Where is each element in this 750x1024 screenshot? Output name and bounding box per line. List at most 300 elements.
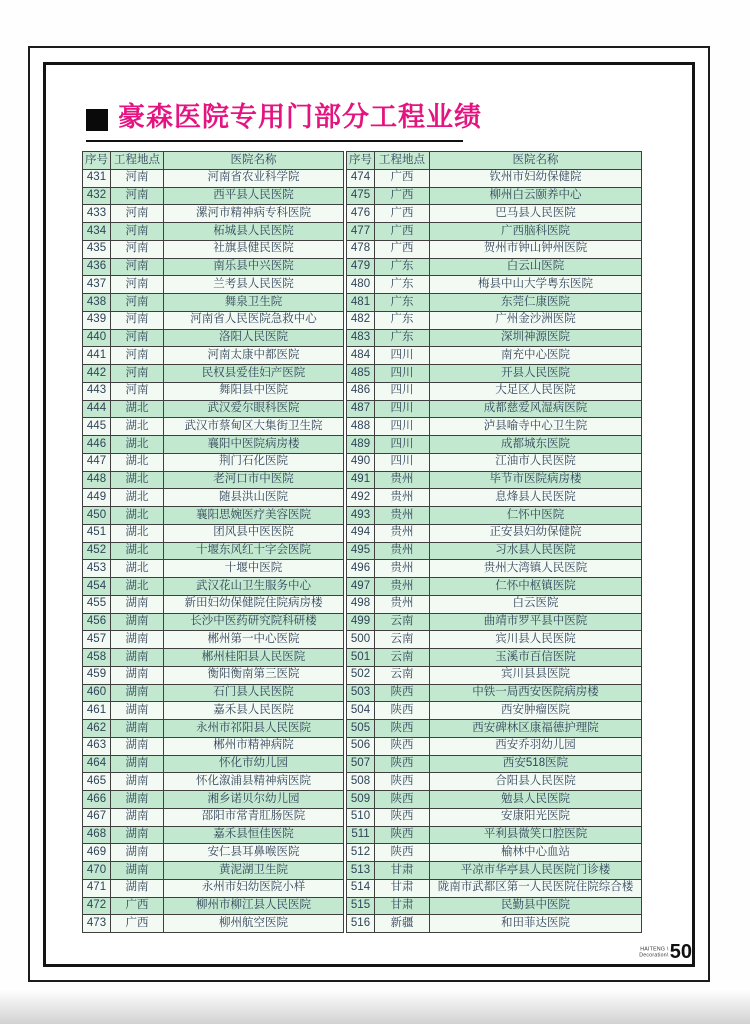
serial-cell: 484 <box>347 347 375 365</box>
location-cell: 河南 <box>111 347 164 365</box>
serial-cell: 466 <box>83 791 111 809</box>
hospital-name-cell: 柳州白云颐养中心 <box>430 187 642 205</box>
serial-cell: 506 <box>347 737 375 755</box>
hospital-name-cell: 平凉市华亭县人民医院门诊楼 <box>430 862 642 880</box>
table-row <box>347 826 642 844</box>
serial-cell: 436 <box>83 258 111 276</box>
location-cell: 陕西 <box>375 702 430 720</box>
table-row <box>83 631 344 649</box>
serial-cell: 459 <box>83 666 111 684</box>
serial-cell: 487 <box>347 400 375 418</box>
serial-cell: 473 <box>83 915 111 933</box>
hospital-name-cell: 衡阳衡南第三医院 <box>164 666 344 684</box>
hospital-name-cell: 柳州市柳江县人民医院 <box>164 897 344 915</box>
location-cell: 河南 <box>111 240 164 258</box>
location-cell: 湖南 <box>111 879 164 897</box>
scan-shadow <box>0 990 750 1024</box>
table-row <box>83 649 344 667</box>
location-cell: 河南 <box>111 365 164 383</box>
serial-cell: 461 <box>83 702 111 720</box>
table-row <box>347 897 642 915</box>
serial-cell: 501 <box>347 649 375 667</box>
location-cell: 云南 <box>375 613 430 631</box>
serial-cell: 495 <box>347 542 375 560</box>
hospital-name-cell: 民权县爱佳妇产医院 <box>164 365 344 383</box>
location-cell: 陕西 <box>375 808 430 826</box>
table-row <box>347 294 642 312</box>
serial-cell: 505 <box>347 720 375 738</box>
table-row <box>83 223 344 241</box>
table-row <box>83 897 344 915</box>
location-cell: 贵州 <box>375 595 430 613</box>
table-row <box>347 187 642 205</box>
serial-cell: 485 <box>347 365 375 383</box>
table-row <box>83 684 344 702</box>
serial-cell: 514 <box>347 879 375 897</box>
serial-cell: 463 <box>83 737 111 755</box>
serial-cell: 457 <box>83 631 111 649</box>
serial-cell: 508 <box>347 773 375 791</box>
table-row <box>347 205 642 223</box>
table-row <box>347 471 642 489</box>
location-cell: 广西 <box>375 169 430 187</box>
serial-cell: 499 <box>347 613 375 631</box>
table-row <box>347 631 642 649</box>
hospital-name-cell: 合阳县人民医院 <box>430 773 642 791</box>
brand-line-2: Decoration\ <box>639 951 669 958</box>
hospital-name-cell: 宾川县县医院 <box>430 666 642 684</box>
hospital-name-cell: 荆门石化医院 <box>164 453 344 471</box>
table-row <box>347 223 642 241</box>
table-row <box>347 773 642 791</box>
serial-cell: 438 <box>83 294 111 312</box>
table-row <box>83 187 344 205</box>
hospital-name-cell: 永州市妇幼医院小样 <box>164 879 344 897</box>
serial-cell: 442 <box>83 365 111 383</box>
location-cell: 河南 <box>111 276 164 294</box>
serial-cell: 481 <box>347 294 375 312</box>
table-row <box>83 702 344 720</box>
location-cell: 广东 <box>375 294 430 312</box>
serial-cell: 479 <box>347 258 375 276</box>
table-row <box>83 311 344 329</box>
hospital-name-cell: 嘉禾县恒佳医院 <box>164 826 344 844</box>
table-row <box>347 808 642 826</box>
location-cell: 湖南 <box>111 826 164 844</box>
hospital-name-cell: 河南太康中都医院 <box>164 347 344 365</box>
hospital-name-cell: 仁怀中枢镇医院 <box>430 578 642 596</box>
table-row <box>347 702 642 720</box>
location-cell: 四川 <box>375 347 430 365</box>
hospital-name-cell: 巴马县人民医院 <box>430 205 642 223</box>
table-row <box>83 347 344 365</box>
hospital-name-cell: 郴州第一中心医院 <box>164 631 344 649</box>
table-header-row <box>347 152 642 170</box>
table-row <box>347 418 642 436</box>
table-row <box>347 879 642 897</box>
serial-cell: 496 <box>347 560 375 578</box>
hospital-name-cell: 勉县人民医院 <box>430 791 642 809</box>
serial-cell: 498 <box>347 595 375 613</box>
serial-cell: 512 <box>347 844 375 862</box>
table-row <box>83 365 344 383</box>
location-cell: 河南 <box>111 329 164 347</box>
hospital-name-cell: 漯河市精神病专科医院 <box>164 205 344 223</box>
serial-cell: 510 <box>347 808 375 826</box>
location-cell: 湖南 <box>111 631 164 649</box>
table-row <box>83 666 344 684</box>
serial-cell: 493 <box>347 507 375 525</box>
location-cell: 贵州 <box>375 471 430 489</box>
table-row <box>83 915 344 933</box>
table-row <box>83 844 344 862</box>
location-cell: 湖南 <box>111 684 164 702</box>
location-cell: 广西 <box>111 897 164 915</box>
hospital-name-cell: 东莞仁康医院 <box>430 294 642 312</box>
serial-cell: 434 <box>83 223 111 241</box>
hospital-name-cell: 成都慈爱风湿病医院 <box>430 400 642 418</box>
location-cell: 广东 <box>375 329 430 347</box>
table-row <box>347 400 642 418</box>
serial-cell: 435 <box>83 240 111 258</box>
location-cell: 河南 <box>111 294 164 312</box>
location-cell: 陕西 <box>375 720 430 738</box>
title-underline <box>86 140 463 142</box>
location-cell: 湖南 <box>111 791 164 809</box>
location-cell: 新疆 <box>375 915 430 933</box>
table-row <box>347 595 642 613</box>
serial-cell: 491 <box>347 471 375 489</box>
location-cell: 四川 <box>375 418 430 436</box>
location-cell: 四川 <box>375 453 430 471</box>
location-cell: 湖北 <box>111 418 164 436</box>
hospital-name-cell: 南乐县中兴医院 <box>164 258 344 276</box>
serial-cell: 477 <box>347 223 375 241</box>
hospital-name-cell: 广西脑科医院 <box>430 223 642 241</box>
hospital-name-cell: 武汉市蔡甸区大集街卫生院 <box>164 418 344 436</box>
serial-cell: 468 <box>83 826 111 844</box>
serial-cell: 511 <box>347 826 375 844</box>
location-cell: 湖北 <box>111 507 164 525</box>
serial-cell: 470 <box>83 862 111 880</box>
table-row <box>83 471 344 489</box>
hospital-name-cell: 贵州大湾镇人民医院 <box>430 560 642 578</box>
table-row <box>83 560 344 578</box>
location-cell: 湖北 <box>111 453 164 471</box>
table-row <box>83 382 344 400</box>
table-row <box>83 276 344 294</box>
hospital-name-cell: 怀化市幼儿园 <box>164 755 344 773</box>
location-cell: 河南 <box>111 223 164 241</box>
table-row <box>83 755 344 773</box>
location-cell: 湖南 <box>111 649 164 667</box>
serial-cell: 497 <box>347 578 375 596</box>
serial-cell: 467 <box>83 808 111 826</box>
hospital-name-cell: 兰考县人民医院 <box>164 276 344 294</box>
serial-cell: 432 <box>83 187 111 205</box>
hospital-name-cell: 武汉爱尔眼科医院 <box>164 400 344 418</box>
location-cell: 湖北 <box>111 400 164 418</box>
hospital-name-cell: 中铁一局西安医院病房楼 <box>430 684 642 702</box>
hospital-name-cell: 郴州市精神病院 <box>164 737 344 755</box>
table-row <box>347 542 642 560</box>
table-row <box>347 560 642 578</box>
serial-cell: 443 <box>83 382 111 400</box>
table-row <box>347 755 642 773</box>
location-cell: 陕西 <box>375 773 430 791</box>
serial-cell: 433 <box>83 205 111 223</box>
serial-cell: 437 <box>83 276 111 294</box>
serial-cell: 448 <box>83 471 111 489</box>
table-row <box>83 595 344 613</box>
table-row <box>347 578 642 596</box>
hospital-name-cell: 梅县中山大学粤东医院 <box>430 276 642 294</box>
hospital-name-cell: 息烽县人民医院 <box>430 489 642 507</box>
column-header: 医院名称 <box>164 152 344 170</box>
location-cell: 广西 <box>375 205 430 223</box>
serial-cell: 507 <box>347 755 375 773</box>
hospital-name-cell: 长沙中医药研究院科研楼 <box>164 613 344 631</box>
column-header: 序号 <box>347 152 375 170</box>
location-cell: 甘肃 <box>375 897 430 915</box>
table-row <box>83 720 344 738</box>
column-header: 序号 <box>83 152 111 170</box>
page-title: 豪森医院专用门部分工程业绩 <box>118 102 482 132</box>
hospital-name-cell: 襄阳思婉医疗美容医院 <box>164 507 344 525</box>
table-row <box>83 418 344 436</box>
hospital-name-cell: 深圳神源医院 <box>430 329 642 347</box>
projects-table-left <box>82 151 344 933</box>
hospital-name-cell: 十堰中医院 <box>164 560 344 578</box>
location-cell: 广西 <box>375 223 430 241</box>
hospital-name-cell: 洛阳人民医院 <box>164 329 344 347</box>
hospital-name-cell: 南充中心医院 <box>430 347 642 365</box>
serial-cell: 513 <box>347 862 375 880</box>
location-cell: 湖南 <box>111 773 164 791</box>
location-cell: 四川 <box>375 400 430 418</box>
location-cell: 湖南 <box>111 808 164 826</box>
serial-cell: 502 <box>347 666 375 684</box>
serial-cell: 486 <box>347 382 375 400</box>
hospital-name-cell: 白云医院 <box>430 595 642 613</box>
hospital-name-cell: 舞阳县中医院 <box>164 382 344 400</box>
projects-table-right <box>346 151 642 933</box>
hospital-name-cell: 广州金沙洲医院 <box>430 311 642 329</box>
serial-cell: 458 <box>83 649 111 667</box>
table-row <box>347 311 642 329</box>
serial-cell: 449 <box>83 489 111 507</box>
location-cell: 湖北 <box>111 560 164 578</box>
hospital-name-cell: 社旗县健民医院 <box>164 240 344 258</box>
serial-cell: 455 <box>83 595 111 613</box>
location-cell: 陕西 <box>375 826 430 844</box>
serial-cell: 494 <box>347 524 375 542</box>
table-row <box>347 489 642 507</box>
serial-cell: 462 <box>83 720 111 738</box>
table-row <box>347 684 642 702</box>
hospital-name-cell: 和田菲达医院 <box>430 915 642 933</box>
location-cell: 湖南 <box>111 862 164 880</box>
location-cell: 陕西 <box>375 737 430 755</box>
location-cell: 湖南 <box>111 737 164 755</box>
hospital-name-cell: 西安518医院 <box>430 755 642 773</box>
location-cell: 湖南 <box>111 666 164 684</box>
table-row <box>347 862 642 880</box>
hospital-name-cell: 榆林中心血站 <box>430 844 642 862</box>
hospital-name-cell: 柳州航空医院 <box>164 915 344 933</box>
serial-cell: 474 <box>347 169 375 187</box>
serial-cell: 483 <box>347 329 375 347</box>
hospital-name-cell: 曲靖市罗平县中医院 <box>430 613 642 631</box>
hospital-name-cell: 团风县中医医院 <box>164 524 344 542</box>
hospital-name-cell: 大足区人民医院 <box>430 382 642 400</box>
page-number: 50 <box>669 941 692 963</box>
location-cell: 湖北 <box>111 542 164 560</box>
serial-cell: 447 <box>83 453 111 471</box>
table-row <box>83 258 344 276</box>
serial-cell: 439 <box>83 311 111 329</box>
serial-cell: 444 <box>83 400 111 418</box>
serial-cell: 476 <box>347 205 375 223</box>
hospital-name-cell: 开县人民医院 <box>430 365 642 383</box>
title-block <box>86 102 482 142</box>
hospital-name-cell: 新田妇幼保健院住院病房楼 <box>164 595 344 613</box>
location-cell: 贵州 <box>375 578 430 596</box>
serial-cell: 465 <box>83 773 111 791</box>
hospital-name-cell: 成都城东医院 <box>430 436 642 454</box>
location-cell: 甘肃 <box>375 862 430 880</box>
location-cell: 河南 <box>111 311 164 329</box>
table-row <box>83 791 344 809</box>
serial-cell: 456 <box>83 613 111 631</box>
serial-cell: 492 <box>347 489 375 507</box>
location-cell: 贵州 <box>375 542 430 560</box>
hospital-name-cell: 西安乔羽幼儿园 <box>430 737 642 755</box>
location-cell: 四川 <box>375 382 430 400</box>
hospital-name-cell: 怀化溆浦县精神病医院 <box>164 773 344 791</box>
table-row <box>347 613 642 631</box>
serial-cell: 489 <box>347 436 375 454</box>
serial-cell: 451 <box>83 524 111 542</box>
hospital-name-cell: 河南省农业科学院 <box>164 169 344 187</box>
table-row <box>83 169 344 187</box>
serial-cell: 516 <box>347 915 375 933</box>
serial-cell: 490 <box>347 453 375 471</box>
hospital-name-cell: 石门县人民医院 <box>164 684 344 702</box>
serial-cell: 464 <box>83 755 111 773</box>
hospital-name-cell: 民勤县中医院 <box>430 897 642 915</box>
table-row <box>347 524 642 542</box>
serial-cell: 450 <box>83 507 111 525</box>
location-cell: 湖南 <box>111 702 164 720</box>
serial-cell: 480 <box>347 276 375 294</box>
hospital-name-cell: 西安碑林区康福德护理院 <box>430 720 642 738</box>
hospital-name-cell: 舞泉卫生院 <box>164 294 344 312</box>
location-cell: 广东 <box>375 276 430 294</box>
hospital-name-cell: 宾川县人民医院 <box>430 631 642 649</box>
serial-cell: 446 <box>83 436 111 454</box>
table-row <box>347 666 642 684</box>
serial-cell: 475 <box>347 187 375 205</box>
hospital-name-cell: 安康阳光医院 <box>430 808 642 826</box>
hospital-name-cell: 郴州桂阳县人民医院 <box>164 649 344 667</box>
serial-cell: 488 <box>347 418 375 436</box>
table-row <box>83 808 344 826</box>
location-cell: 贵州 <box>375 489 430 507</box>
table-row <box>83 240 344 258</box>
table-row <box>83 862 344 880</box>
serial-cell: 445 <box>83 418 111 436</box>
hospital-name-cell: 钦州市妇幼保健院 <box>430 169 642 187</box>
location-cell: 湖南 <box>111 755 164 773</box>
serial-cell: 472 <box>83 897 111 915</box>
table-row <box>347 240 642 258</box>
location-cell: 云南 <box>375 631 430 649</box>
hospital-name-cell: 十堰东风红十字会医院 <box>164 542 344 560</box>
location-cell: 广东 <box>375 258 430 276</box>
table-row <box>347 365 642 383</box>
location-cell: 湖北 <box>111 524 164 542</box>
serial-cell: 504 <box>347 702 375 720</box>
hospital-name-cell: 习水县人民医院 <box>430 542 642 560</box>
location-cell: 陕西 <box>375 755 430 773</box>
serial-cell: 460 <box>83 684 111 702</box>
location-cell: 广西 <box>111 915 164 933</box>
table-row <box>347 276 642 294</box>
location-cell: 云南 <box>375 666 430 684</box>
location-cell: 贵州 <box>375 524 430 542</box>
table-row <box>347 649 642 667</box>
column-header: 工程地点 <box>375 152 430 170</box>
table-row <box>83 507 344 525</box>
table-row <box>83 294 344 312</box>
table-row <box>83 542 344 560</box>
hospital-name-cell: 仁怀中医院 <box>430 507 642 525</box>
location-cell: 四川 <box>375 436 430 454</box>
hospital-name-cell: 随县洪山医院 <box>164 489 344 507</box>
projects-tables <box>82 151 642 933</box>
location-cell: 贵州 <box>375 560 430 578</box>
serial-cell: 500 <box>347 631 375 649</box>
table-row <box>83 578 344 596</box>
table-row <box>347 720 642 738</box>
table-row <box>83 329 344 347</box>
hospital-name-cell: 襄阳中医院病房楼 <box>164 436 344 454</box>
serial-cell: 478 <box>347 240 375 258</box>
table-row <box>347 347 642 365</box>
table-row <box>83 436 344 454</box>
location-cell: 广西 <box>375 240 430 258</box>
hospital-name-cell: 邵阳市常青肛肠医院 <box>164 808 344 826</box>
location-cell: 四川 <box>375 365 430 383</box>
hospital-name-cell: 老河口市中医院 <box>164 471 344 489</box>
location-cell: 广西 <box>375 187 430 205</box>
table-row <box>347 169 642 187</box>
table-row <box>83 205 344 223</box>
table-row <box>347 844 642 862</box>
location-cell: 陕西 <box>375 791 430 809</box>
black-square-bullet-icon <box>86 109 108 131</box>
location-cell: 河南 <box>111 205 164 223</box>
hospital-name-cell: 正安县妇幼保健院 <box>430 524 642 542</box>
table-row <box>347 436 642 454</box>
location-cell: 湖南 <box>111 720 164 738</box>
hospital-name-cell: 毕节市医院病房楼 <box>430 471 642 489</box>
location-cell: 河南 <box>111 187 164 205</box>
hospital-name-cell: 贺州市钟山钟州医院 <box>430 240 642 258</box>
table-row <box>347 507 642 525</box>
serial-cell: 453 <box>83 560 111 578</box>
